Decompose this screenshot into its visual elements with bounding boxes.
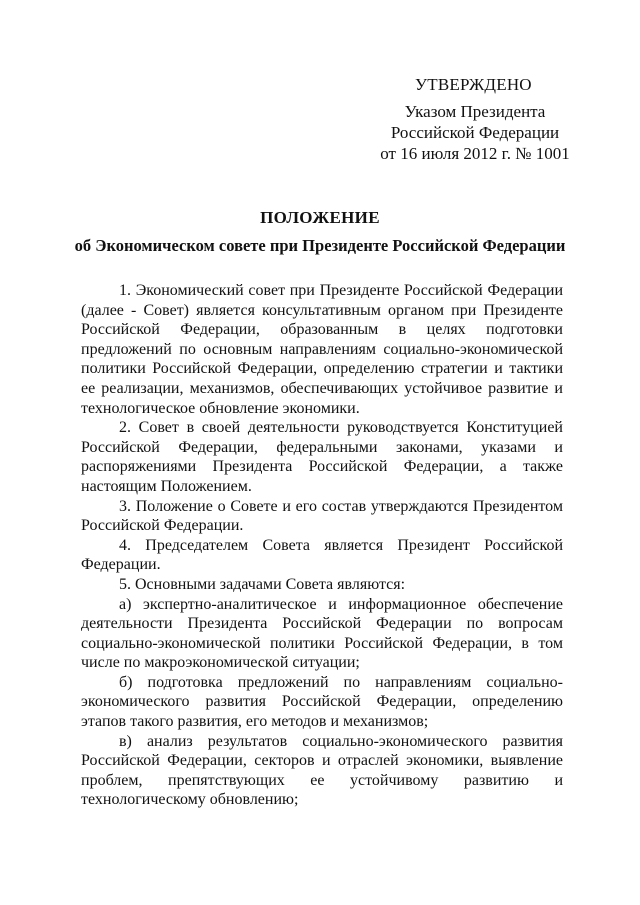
paragraph-5c: в) анализ результатов социально-экономического развития Российской Федерации, секторов и отраслей экономики, выявление проблем, препятствующих ее устойчивому развитию и технологическому обновлению; xyxy=(81,732,563,809)
paragraph-5: 5. Основными задачами Совета являются: xyxy=(119,575,406,593)
document-title: ПОЛОЖЕНИЕ xyxy=(260,208,380,227)
paragraph-4: 4. Председателем Совета является Президент Российской Федерации. xyxy=(81,536,563,574)
paragraph-2: 2. Совет в своей деятельности руководствуется Конституцией Российской Федерации, федеральными законами, указами и распоряжениями Президента Российской Федерации, а также настоящим Положением. xyxy=(81,419,563,495)
document-body xyxy=(81,281,563,810)
paragraph-5a: а) экспертно-аналитическое и информационное обеспечение деятельности Президента Российской Федерации по вопросам социально-экономической политики Российской Федерации, в том числе по макроэкономической ситуации; xyxy=(81,595,563,672)
document-subtitle: об Экономическом совете при Президенте Российской Федерации xyxy=(74,236,566,255)
paragraph-1: 1. Экономический совет при Президенте Российской Федерации (далее - Совет) является консультативным органом при Президенте Российской Федерации, образованным в целях подготовки предложений по основным направлениям социально-экономической политики Российской Федерации, определению стратегии и тактики ее реализации, механизмов, обеспечивающих устойчивое развитие и технологическое обновление экономики. xyxy=(81,282,563,417)
paragraph-5b: б) подготовка предложений по направлениям социально-экономического развития Российской Федерации, определению этапов такого развития, его методов и механизмов; xyxy=(81,673,563,731)
approved-label: УТВЕРЖДЕНО xyxy=(415,75,532,94)
approval-date-line: от 16 июля 2012 г. № 1001 xyxy=(380,144,570,163)
approval-of-line: Российской Федерации xyxy=(390,123,560,142)
approval-by-line: Указом Президента xyxy=(404,102,546,121)
paragraph-3: 3. Положение о Совете и его состав утверждаются Президентом Российской Федерации. xyxy=(81,497,563,535)
